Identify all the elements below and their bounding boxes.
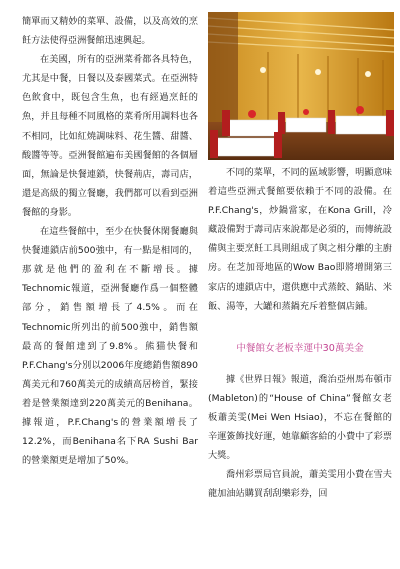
lottery-official-paragraph: 喬州彩票局官員說，蕭美雯用小費在雪夫龍加油站購買刮刮樂彩券，回: [208, 469, 392, 500]
sales-growth-paragraph: 在這些餐館中，至少在快餐休閑餐廳與快餐連鎖店前500強中，有一點是相同的，那就是他們的盈利在不斷增長。據Technomic報道，亞洲餐廳作爲一個整體部分，銷售額增長了4.5%。而在Technomic所列出的前500強中，銷售額最高的餐館達到了9.8%。熊猫快餐和P.F.Chang's分別以2006年度總銷售額890萬美元和760萬美元的成績高居榜首，緊接着是營業額達到220萬美元的Benihana。據報道，P.F.Chang's的營業額增長了12.2%，而Benihana名下RA Sushi Bar的營業額更是增加了50%。: [22, 226, 198, 467]
left-column: [22, 12, 198, 470]
equipment-paragraph: 不同的菜單，不同的區域影響，明顯意味着這些亞洲式餐館要依賴于不同的設備。在P.F.Chang's，炒鍋當家，在Kona Grill，冷藏設備對于壽司店來說都是必須的，而傳統設備與主要烹飪工具則組成了與之相分離的主廚房。在芝加哥地區的Wow Bao即將增開第三家店的連鎖店中，還供應中式蒸餃、鍋貼、米飯、湯等，大罐和蒸鍋充斥着整個店鋪。: [208, 167, 392, 312]
article-subheading: 中餐館女老板幸運中30萬美金: [236, 342, 364, 354]
right-column: [208, 163, 392, 504]
lottery-news-paragraph: 據《世界日報》報道，喬治亞州馬布頓市(Mableton)的“House of China”餐館女老板蕭美雯(Mei Wen Hsiao)，不忘在餐館的辛運簽飾找好運，她靠顧客給的小費中了彩票大獎。: [208, 373, 392, 462]
asian-cuisine-paragraph: 在美國，所有的亞洲菜肴都各具特色，尤其是中餐，日餐以及泰國菜式。在亞洲特色飲食中，既包含生魚，也有經過烹飪的魚，并且每種不同風格的菜肴所用調料也各不相同，比如紅燒調味料、花生醬、甜醬、酸醬等等。亞洲餐館遍布美國餐館的各個層面，無論是快餐連鎖，快餐荊店，壽司店，還是高級的獨立餐廳，我們都可以看到亞洲餐館的身影。: [22, 54, 198, 218]
restaurant-photo: [208, 12, 394, 160]
intro-paragraph: 簡單而又精妙的菜單、設備，以及高效的烹飪方法使得亞洲餐館迅速興起。: [22, 16, 198, 47]
